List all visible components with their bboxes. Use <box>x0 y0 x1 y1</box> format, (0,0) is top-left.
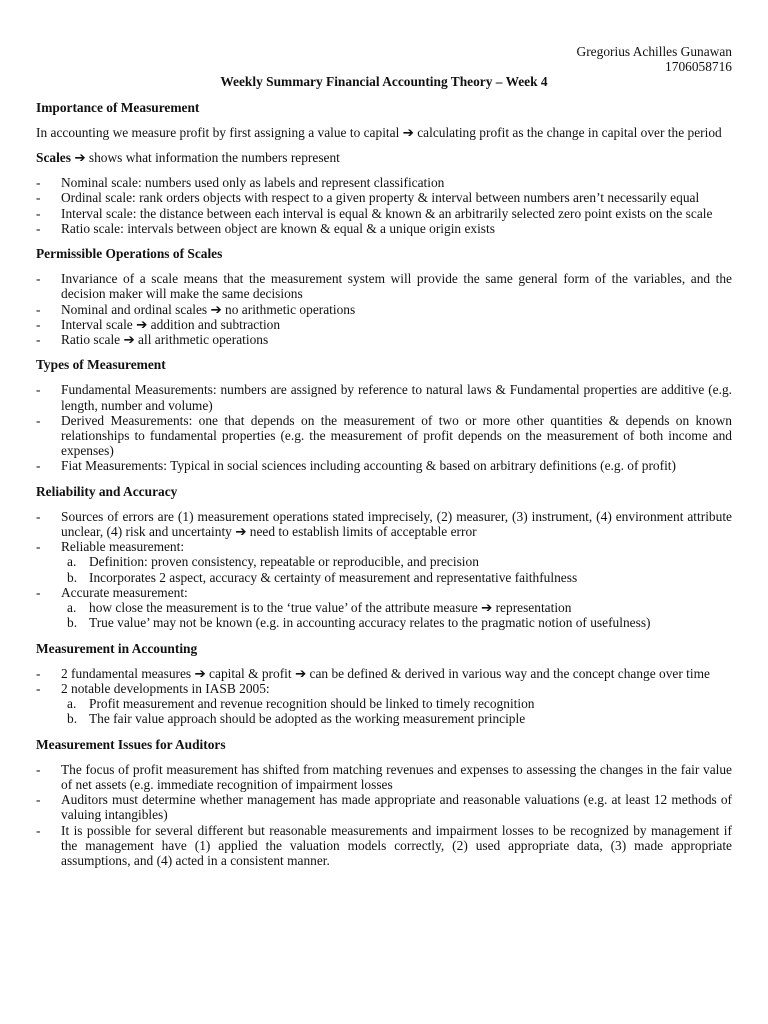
sub-item-text: Definition: proven consistency, repeatable or reproducible, and precision <box>89 554 479 570</box>
measurement-in-accounting-list <box>36 666 732 727</box>
list-item <box>36 458 732 473</box>
list-item-text: Interval scale ➔ addition and subtraction <box>61 316 281 332</box>
sub-item-text: Profit measurement and revenue recognition should be linked to timely recognition <box>89 696 535 712</box>
list-item <box>36 585 732 631</box>
list-item <box>36 823 732 869</box>
list-item-text: Ratio scale ➔ all arithmetic operations <box>61 332 269 348</box>
dash-marker: - <box>36 175 41 191</box>
list-item-text: Sources of errors are (1) measurement operations stated imprecisely, (2) measurer, (3) instrument, (4) environment attribute unclear, (4) risk and uncertainty ➔ need to establish limits of acceptable error <box>61 508 732 540</box>
list-item <box>36 762 732 792</box>
dash-marker: - <box>36 665 41 681</box>
letter-marker: a. <box>67 554 77 570</box>
section-heading-measurement-in-accounting: Measurement in Accounting <box>36 640 198 656</box>
letter-marker: a. <box>67 696 77 712</box>
list-item <box>36 190 732 205</box>
list-item-text: Ratio scale: intervals between object are known & equal & a unique origin exists <box>61 220 495 236</box>
list-item <box>36 382 732 412</box>
dash-marker: - <box>36 190 41 206</box>
document-page <box>36 44 732 878</box>
section-heading-auditors: Measurement Issues for Auditors <box>36 736 226 752</box>
author-name: Gregorius Achilles Gunawan <box>576 44 732 59</box>
dash-marker: - <box>36 822 41 838</box>
dash-marker: - <box>36 271 41 287</box>
list-item <box>36 271 732 301</box>
list-item-text: 2 fundamental measures ➔ capital & profit ➔ can be defined & derived in various way and the concept change over time <box>61 665 710 681</box>
dash-marker: - <box>36 761 41 777</box>
list-item-text: Fundamental Measurements: numbers are assigned by reference to natural laws & Fundamental properties are additive (e.g. length, number and volume) <box>61 382 732 413</box>
list-item-text: Accurate measurement: <box>61 584 188 600</box>
sub-list <box>61 600 732 630</box>
dash-marker: - <box>36 220 41 236</box>
sub-list-item <box>67 600 732 615</box>
list-item-text: Invariance of a scale means that the measurement system will provide the same general form of the variables, and the decision maker will make the same decisions <box>61 271 732 302</box>
scales-line <box>36 150 732 165</box>
dash-marker: - <box>36 205 41 221</box>
section-heading-permissible-operations: Permissible Operations of Scales <box>36 246 223 262</box>
list-item-text: 2 notable developments in IASB 2005: <box>61 680 270 696</box>
list-item <box>36 221 732 236</box>
list-item-text: Reliable measurement: <box>61 539 185 555</box>
list-item-text: Fiat Measurements: Typical in social sciences including accounting & based on arbitrary definitions (e.g. of profit) <box>61 458 676 474</box>
list-item <box>36 413 732 459</box>
dash-marker: - <box>36 412 41 428</box>
list-item <box>36 509 732 539</box>
auditors-list <box>36 762 732 868</box>
scales-label: Scales <box>36 150 71 166</box>
list-item-text: It is possible for several different but reasonable measurements and impairment losses to be recognized by management if the management have (1) applied the valuation models correctly, (2) used appropriate data, (3) made appropriate assumptions, and (4) acted in a consistent manner. <box>61 822 732 868</box>
list-item <box>36 206 732 221</box>
section-heading-types-of-measurement: Types of Measurement <box>36 357 166 373</box>
list-item <box>36 666 732 681</box>
list-item <box>36 302 732 317</box>
letter-marker: b. <box>67 569 78 585</box>
list-item <box>36 175 732 190</box>
dash-marker: - <box>36 382 41 398</box>
types-of-measurement-list <box>36 382 732 473</box>
list-item-text: Ordinal scale: rank orders objects with respect to a given property & interval between numbers aren’t necessarily equal <box>61 190 700 206</box>
dash-marker: - <box>36 332 41 348</box>
permissible-operations-list <box>36 271 732 347</box>
sub-item-text: Incorporates 2 aspect, accuracy & certainty of measurement and representative faithfulness <box>89 569 578 585</box>
list-item <box>36 332 732 347</box>
dash-marker: - <box>36 508 41 524</box>
student-id: 1706058716 <box>665 59 732 75</box>
dash-marker: - <box>36 680 41 696</box>
list-item <box>36 792 732 822</box>
sub-list-item <box>67 570 732 585</box>
list-item <box>36 317 732 332</box>
list-item-text: Derived Measurements: one that depends on the measurement of two or more other quantities & depends on known relationships to fundamental properties (e.g. the measurement of profit depends on the measurement of both income and expenses) <box>61 412 732 459</box>
sub-list-item <box>67 615 732 630</box>
dash-marker: - <box>36 316 41 332</box>
list-item-text: Auditors must determine whether management has made appropriate and reasonable valuations (e.g. at least 12 methods of valuing intangibles) <box>61 792 732 823</box>
list-item <box>36 681 732 727</box>
sub-list-item <box>67 696 732 711</box>
section-heading-importance: Importance of Measurement <box>36 99 200 115</box>
sub-list <box>61 696 732 726</box>
dash-marker: - <box>36 301 41 317</box>
importance-paragraph: In accounting we measure profit by first assigning a value to capital ➔ calculating profit as the change in capital over the period <box>36 124 722 140</box>
document-title: Weekly Summary Financial Accounting Theory – Week 4 <box>220 74 548 90</box>
list-item-text: Interval scale: the distance between each interval is equal & known & an arbitrarily selected zero point exists on the scale <box>61 205 713 221</box>
list-item <box>36 539 732 585</box>
sub-item-text: The fair value approach should be adopted as the working measurement principle <box>89 711 526 727</box>
list-item-text: The focus of profit measurement has shifted from matching revenues and expenses to assessing the changes in the fair value of net assets (e.g. immediate recognition of impairment losses <box>61 761 732 792</box>
list-item-text: Nominal and ordinal scales ➔ no arithmetic operations <box>61 301 356 317</box>
dash-marker: - <box>36 458 41 474</box>
sub-item-text: True value’ may not be known (e.g. in accounting accuracy relates to the pragmatic notion of usefulness) <box>89 615 651 631</box>
dash-marker: - <box>36 584 41 600</box>
section-heading-reliability-accuracy: Reliability and Accuracy <box>36 483 178 499</box>
list-item-text: Nominal scale: numbers used only as labels and represent classification <box>61 175 445 191</box>
letter-marker: b. <box>67 615 78 631</box>
sub-item-text: how close the measurement is to the ‘true value’ of the attribute measure ➔ representation <box>89 600 572 616</box>
sub-list-item <box>67 554 732 569</box>
letter-marker: b. <box>67 711 78 727</box>
dash-marker: - <box>36 539 41 555</box>
scales-list <box>36 175 732 236</box>
dash-marker: - <box>36 792 41 808</box>
reliability-accuracy-list <box>36 509 732 631</box>
sub-list <box>61 554 732 584</box>
sub-list-item <box>67 711 732 726</box>
letter-marker: a. <box>67 600 77 616</box>
scales-text: ➔ shows what information the numbers represent <box>70 150 340 166</box>
